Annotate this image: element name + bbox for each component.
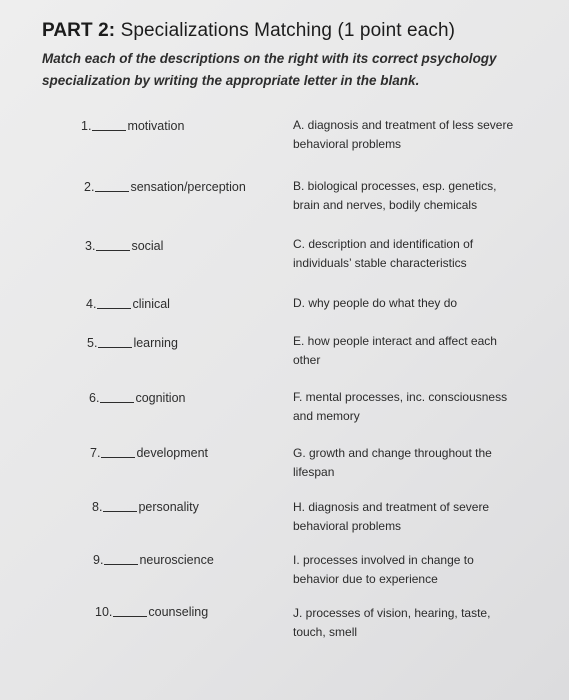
item-number: 4. bbox=[86, 297, 97, 311]
definition-g: G. growth and change throughout the lifespan bbox=[293, 446, 492, 479]
item-term: clinical bbox=[132, 297, 170, 311]
item-number: 9. bbox=[93, 553, 104, 567]
answer-blank[interactable] bbox=[96, 250, 130, 251]
item-6 bbox=[89, 391, 185, 405]
item-number: 8. bbox=[92, 500, 103, 514]
definition-c: C. description and identification of individuals’ stable characteristics bbox=[293, 237, 474, 270]
answer-blank[interactable] bbox=[113, 616, 147, 617]
answer-blank[interactable] bbox=[103, 511, 137, 512]
definition-b: B. biological processes, esp. genetics, brain and nerves, bodily chemicals bbox=[293, 179, 497, 212]
definition-a: A. diagnosis and treatment of less severe behavioral problems bbox=[293, 118, 514, 151]
item-term: cognition bbox=[135, 391, 186, 405]
title-part-label: PART 2: bbox=[42, 20, 116, 41]
definition-i: I. processes involved in change to behavior due to experience bbox=[293, 553, 474, 586]
item-1 bbox=[81, 119, 184, 133]
definition-h: H. diagnosis and treatment of severe behavioral problems bbox=[293, 500, 490, 533]
definition-d: D. why people do what they do bbox=[293, 296, 458, 310]
definition-j: J. processes of vision, hearing, taste, touch, smell bbox=[293, 606, 491, 639]
answer-blank[interactable] bbox=[95, 191, 129, 192]
item-term: learning bbox=[133, 336, 178, 350]
item-term: sensation/perception bbox=[130, 180, 246, 194]
item-term: personality bbox=[138, 500, 199, 514]
item-number: 5. bbox=[87, 336, 98, 350]
page-title bbox=[42, 20, 455, 42]
answer-blank[interactable] bbox=[104, 564, 138, 565]
item-10 bbox=[95, 605, 208, 619]
item-term: motivation bbox=[127, 119, 185, 133]
item-term: counseling bbox=[148, 605, 209, 619]
item-3 bbox=[85, 239, 163, 253]
item-number: 7. bbox=[90, 446, 101, 460]
item-number: 1. bbox=[81, 119, 92, 133]
answer-blank[interactable] bbox=[92, 130, 126, 131]
instructions: Match each of the descriptions on the right with its correct psychology specialization by writing the appropriate letter in the blank. bbox=[42, 51, 497, 88]
definition-e: E. how people interact and affect each other bbox=[293, 334, 497, 367]
item-8 bbox=[92, 500, 199, 514]
item-term: neuroscience bbox=[139, 553, 214, 567]
title-text: Specializations Matching (1 point each) bbox=[115, 20, 456, 41]
item-term: development bbox=[136, 446, 209, 460]
item-term: social bbox=[131, 239, 164, 253]
item-2 bbox=[84, 180, 246, 194]
answer-blank[interactable] bbox=[101, 457, 135, 458]
item-number: 3. bbox=[85, 239, 96, 253]
item-5 bbox=[87, 336, 178, 350]
item-number: 10. bbox=[95, 605, 113, 619]
answer-blank[interactable] bbox=[98, 347, 132, 348]
item-number: 2. bbox=[84, 180, 95, 194]
item-7 bbox=[90, 446, 208, 460]
answer-blank[interactable] bbox=[100, 402, 134, 403]
definition-f: F. mental processes, inc. consciousness and memory bbox=[293, 390, 508, 423]
answer-blank[interactable] bbox=[97, 308, 131, 309]
item-4 bbox=[86, 297, 170, 311]
item-number: 6. bbox=[89, 391, 100, 405]
item-9 bbox=[93, 553, 214, 567]
